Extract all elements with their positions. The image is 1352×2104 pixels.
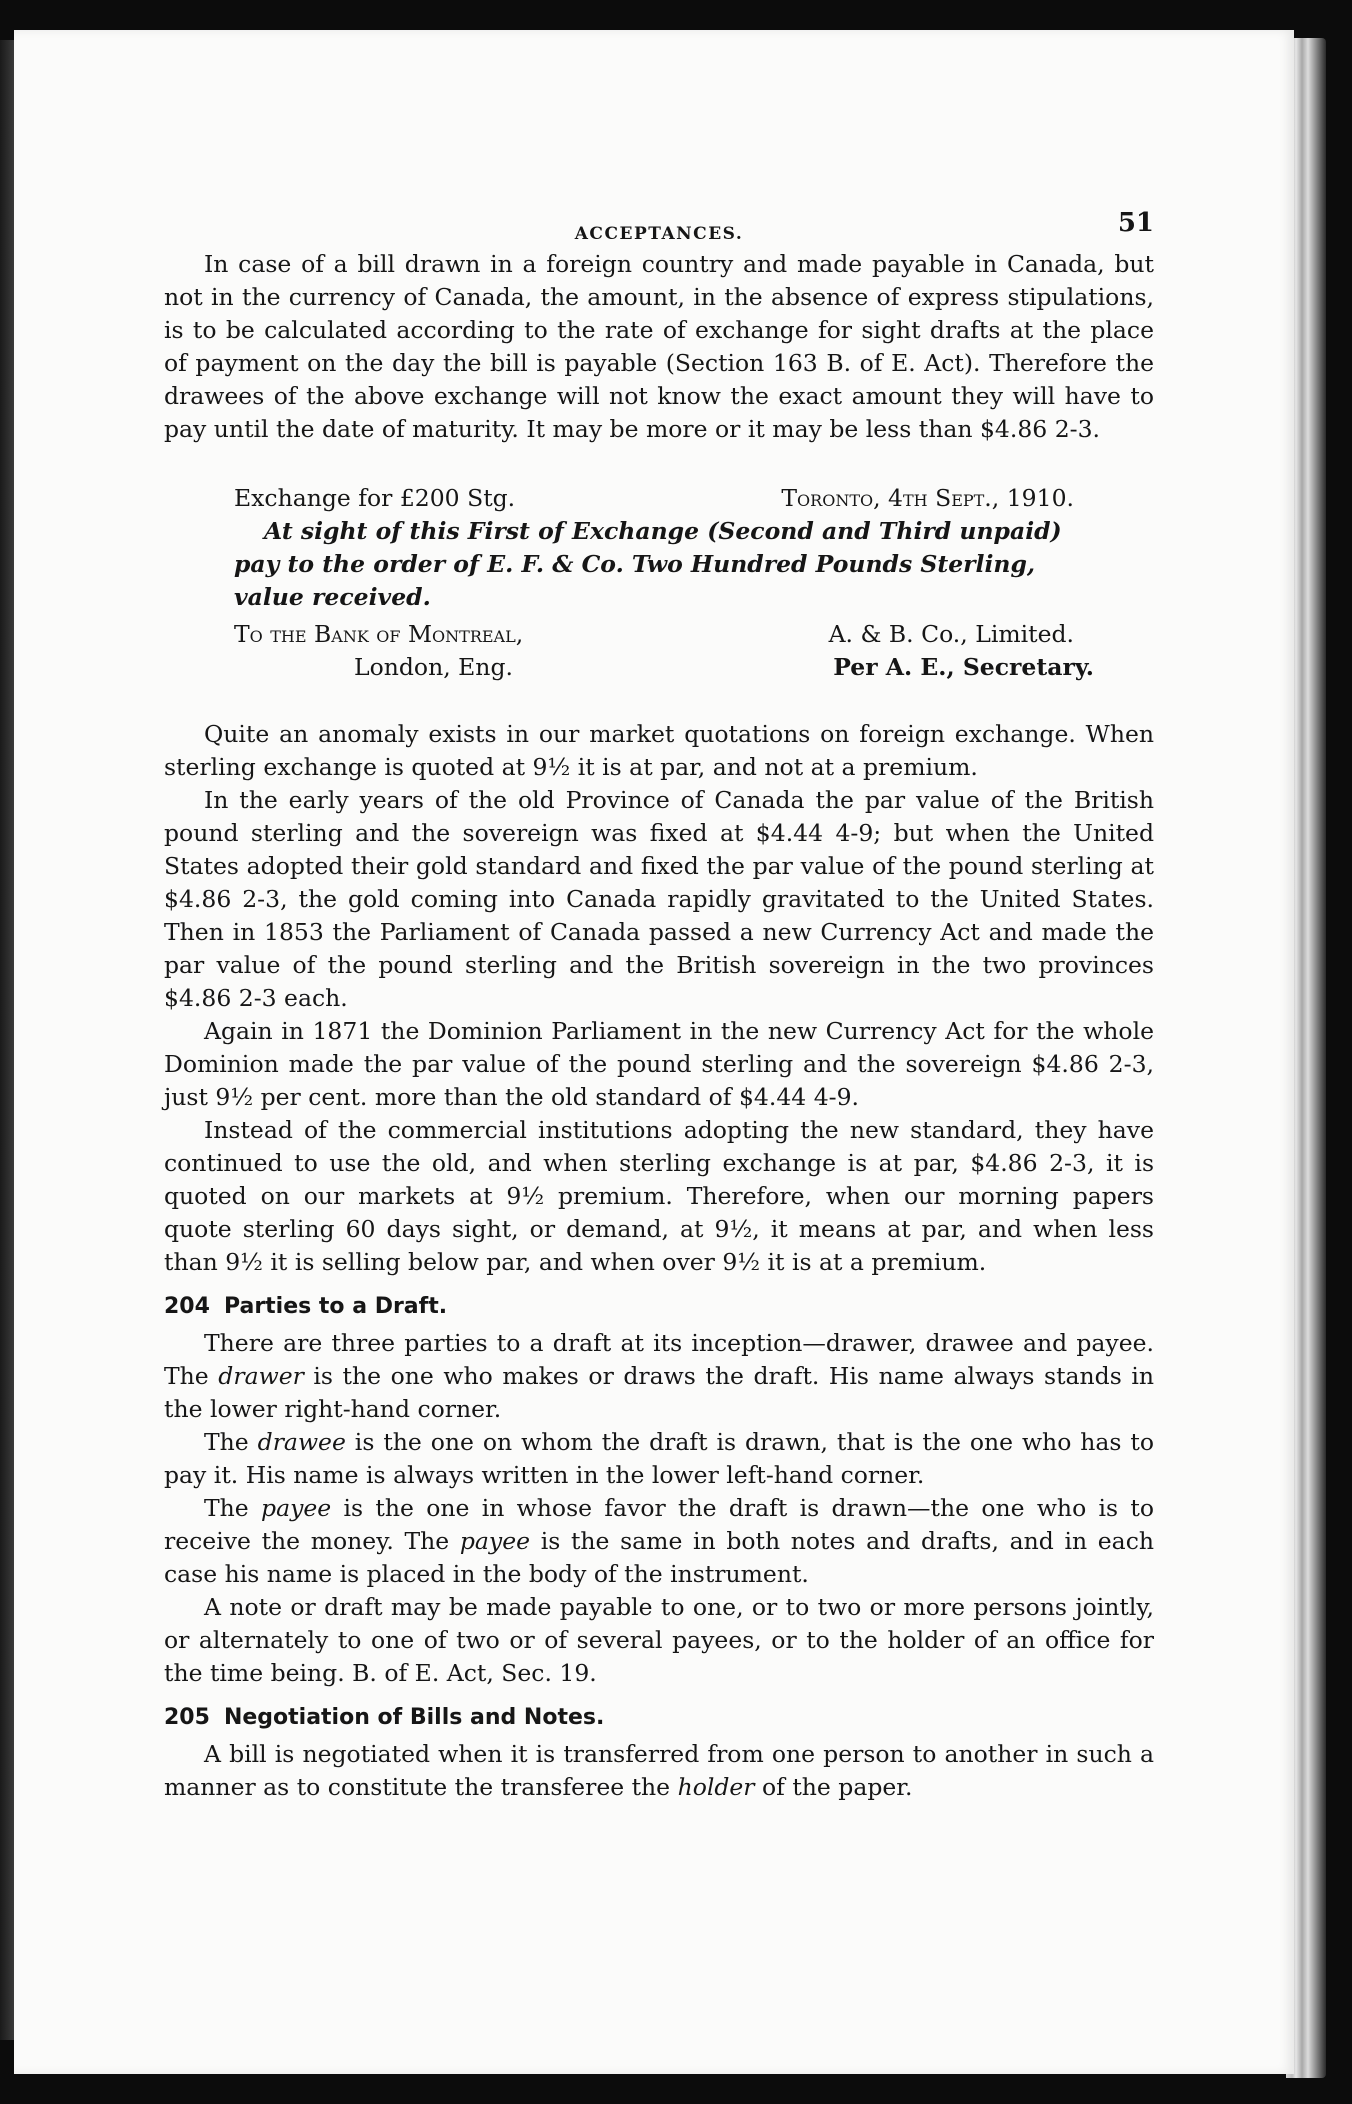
section-number-205: 205: [164, 1705, 210, 1730]
bill-drawee-city: London, Eng.: [354, 653, 513, 681]
bill-top-row: [234, 482, 1094, 515]
page-edge-left: [0, 40, 14, 2040]
bill-addressee-row: [234, 618, 1094, 651]
paragraph-negotiation: [164, 1738, 1154, 1804]
bill-body: At sight of this First of Exchange (Second and Third unpaid) pay to the order of E. F. & Co. Two Hundred Pounds Sterling, value received.: [234, 517, 1062, 611]
term-holder: holder: [677, 1773, 755, 1801]
page-content: [164, 170, 1154, 1804]
running-header: [164, 170, 1154, 244]
text-segment: The: [204, 1428, 258, 1456]
bill-addressee: To the Bank of Montreal,: [234, 620, 524, 648]
text-segment: A bill is negotiated when it is transferred from one person to another in such a manner as to constitute the transferee the: [164, 1740, 1154, 1801]
paragraph-1871: Again in 1871 the Dominion Parliament in the new Currency Act for the whole Dominion made the par value of the pound sterling and the sovereign $4.86 2-3, just 9½ per cent. more than the old standard of $4.44 4-9.: [164, 1017, 1154, 1111]
paragraph-commercial-institutions: Instead of the commercial institutions adopting the new standard, they have continued to use the old, and when sterling exchange is at par, $4.86 2-3, it is quoted on our markets at 9½ premium. Therefore, when our morning papers quote sterling 60 days sight, or demand, at 9½, it means at par, and when less than 9½ it is selling below par, and when over 9½ it is at a premium.: [164, 1116, 1154, 1276]
paragraph-anomaly: Quite an anomaly exists in our market quotations on foreign exchange. When sterling exchange is quoted at 9½ it is at par, and not at a premium.: [164, 720, 1154, 781]
section-number-204: 204: [164, 1294, 210, 1319]
paragraph-payee: [164, 1492, 1154, 1591]
text-segment: is the one in whose favor the draft is drawn—the one who is to receive the money. The: [164, 1494, 1155, 1555]
paragraph-payable-jointly: A note or draft may be made payable to one, or to two or more persons jointly, or alternately to one of two or of several payees, or to the holder of an office for the time being. B. of E. Act, Sec. 19.: [164, 1593, 1154, 1687]
bill-drawer: A. & B. Co., Limited.: [828, 620, 1074, 648]
term-drawer: drawer: [218, 1362, 304, 1390]
section-title-205: Negotiation of Bills and Notes.: [223, 1705, 605, 1730]
term-drawee: drawee: [257, 1428, 346, 1456]
text-segment: is the one who makes or draws the draft. His name always stands in the lower right-hand corner.: [164, 1362, 1154, 1423]
bill-place-date: Toronto, 4th Sept., 1910.: [781, 484, 1074, 512]
bill-of-exchange-example: [234, 482, 1094, 684]
page-number: 51: [1117, 208, 1154, 238]
text-segment: There are three parties to a draft at its inception—drawer, drawee and payee. The: [164, 1329, 1154, 1390]
text-segment: of the paper.: [754, 1773, 913, 1801]
paragraph-foreign-bill: In case of a bill drawn in a foreign country and made payable in Canada, but not in the currency of Canada, the amount, in the absence of express stipulations, is to be calculated according to the rate of exchange for sight drafts at the place of payment on the day the bill is payable (Section 163 B. of E. Act). Therefore the drawees of the above exchange will not know the exact amount they will have to pay until the date of maturity. It may be more or it may be less than $4.86 2-3.: [164, 250, 1154, 443]
book-page: [14, 30, 1294, 2074]
bill-per-line: Per A. E., Secretary.: [833, 653, 1094, 681]
paragraph-early-years: In the early years of the old Province of Canada the par value of the British pound sterling and the sovereign was fixed at $4.44 4-9; but when the United States adopted their gold standard and fixed the par value of the pound sterling at $4.86 2-3, the gold coming into Canada rapidly gravitated to the United States. Then in 1853 the Parliament of Canada passed a new Currency Act and made the par value of the pound sterling and the British sovereign in the two provinces $4.86 2-3 each.: [164, 786, 1154, 1012]
text-segment: is the same in both notes and drafts, and in each case his name is placed in the body of the instrument.: [164, 1527, 1154, 1588]
section-heading-204: [164, 1291, 1154, 1323]
section-heading-205: [164, 1702, 1154, 1734]
paragraph-three-parties: [164, 1327, 1154, 1426]
paragraph-drawee: [164, 1426, 1154, 1492]
term-payee: payee: [459, 1527, 531, 1555]
running-title: ACCEPTANCES.: [574, 224, 744, 244]
section-title-204: Parties to a Draft.: [223, 1294, 448, 1319]
text-segment: The: [204, 1494, 262, 1522]
text-segment: is the one on whom the draft is drawn, that is the one who has to pay it. His name is always written in the lower left-hand corner.: [164, 1428, 1155, 1489]
bill-exchange-amount: Exchange for £200 Stg.: [234, 484, 516, 512]
bill-signature-row: [234, 651, 1094, 684]
term-payee: payee: [261, 1494, 332, 1522]
